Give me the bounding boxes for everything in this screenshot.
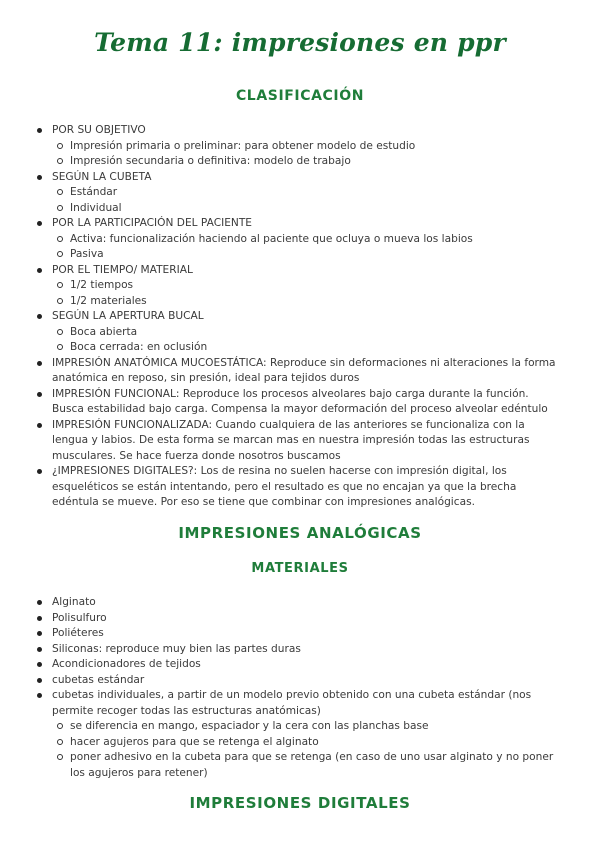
list-item — [52, 626, 562, 642]
sub-list — [70, 325, 562, 356]
section-heading-digitales: IMPRESIONES DIGITALES — [189, 794, 411, 812]
list-item — [52, 673, 562, 689]
list-item — [52, 611, 562, 627]
sub-list — [70, 232, 562, 263]
materiales-list — [52, 595, 562, 781]
list-item — [52, 464, 562, 511]
sub-list — [70, 719, 562, 781]
list-item — [52, 263, 562, 310]
list-item — [52, 356, 562, 387]
list-item — [52, 216, 562, 263]
sub-list-item: se diferencia en mango, espaciador y la cera con las planchas base — [70, 719, 562, 735]
list-item-text: SEGÚN LA APERTURA BUCAL — [52, 310, 204, 322]
sub-list-item: Boca cerrada: en oclusión — [70, 340, 562, 356]
list-item — [52, 418, 562, 465]
list-item-text: Poliéteres — [52, 627, 104, 639]
list-item-text: Polisulfuro — [52, 611, 107, 624]
list-item-text: cubetas estándar — [52, 673, 145, 686]
list-item-text: POR SU OBJETIVO — [52, 124, 146, 136]
list-item-text: cubetas individuales, a partir de un modelo previo obtenido con una cubeta estándar (nos permite recoger todas las estructuras anatómicas) — [52, 689, 532, 717]
list-item — [52, 657, 562, 673]
clasificacion-list — [52, 123, 562, 511]
page-title: Tema 11: impresiones en ppr — [94, 28, 506, 57]
list-item — [52, 387, 562, 418]
list-item-text: IMPRESIÓN FUNCIONAL: Reproduce los procesos alveolares bajo carga durante la función. Busca estabilidad bajo carga. Compensa la mayor deformación del proceso alveolar edéntulo — [52, 387, 548, 415]
subsection-heading-materiales: MATERIALES — [251, 561, 349, 576]
list-item — [52, 688, 562, 781]
sub-list-item: Individual — [70, 201, 562, 217]
section-heading-analogicas: IMPRESIONES ANALÓGICAS — [178, 524, 422, 542]
list-item-text: Acondicionadores de tejidos — [52, 658, 201, 670]
sub-list-item: Activa: funcionalización haciendo al paciente que ocluya o mueva los labios — [70, 232, 562, 248]
sub-list — [70, 278, 562, 309]
sub-list-item: 1/2 materiales — [70, 294, 562, 310]
list-item-text: POR EL TIEMPO/ MATERIAL — [52, 263, 193, 276]
list-item-text: Siliconas: reproduce muy bien las partes duras — [52, 642, 301, 655]
list-item — [52, 123, 562, 170]
sub-list — [70, 139, 562, 170]
section-heading-clasificacion: CLASIFICACIÓN — [235, 88, 365, 104]
list-item-text: POR LA PARTICIPACIÓN DEL PACIENTE — [52, 217, 252, 229]
sub-list-item: Impresión secundaria o definitiva: modelo de trabajo — [70, 154, 562, 170]
sub-list-item: Pasiva — [70, 247, 562, 263]
list-item-text: IMPRESIÓN ANATÓMICA MUCOESTÁTICA: Reproduce sin deformaciones ni alteraciones la forma anatómica en reposo, sin presión, ideal para tejidos duros — [52, 356, 556, 384]
sub-list-item: Impresión primaria o preliminar: para obtener modelo de estudio — [70, 139, 562, 155]
list-item-text: SEGÚN LA CUBETA — [52, 170, 152, 183]
sub-list-item: Boca abierta — [70, 325, 562, 341]
list-item — [52, 642, 562, 658]
list-item-text: Alginato — [52, 596, 96, 608]
sub-list-item: poner adhesivo en la cubeta para que se retenga (en caso de uno usar alginato y no poner los agujeros para retener) — [70, 750, 562, 781]
list-item — [52, 595, 562, 611]
sub-list-item: hacer agujeros para que se retenga el alginato — [70, 735, 562, 751]
list-item-text: ¿IMPRESIONES DIGITALES?: Los de resina no suelen hacerse con impresión digital, los esqueléticos se están intentando, pero el resultado es que no encajan ya que la brecha edéntula se mueve. Por eso se tiene que combinar con impresiones analógicas. — [52, 465, 517, 508]
list-item-text: IMPRESIÓN FUNCIONALIZADA: Cuando cualquiera de las anteriores se funcionaliza con la lengua y labios. De esta forma se marcan mas en nuestra impresión todas las estructuras musculares. Se hace fuerza donde nosotros buscamos — [52, 418, 530, 462]
list-item — [52, 309, 562, 356]
sub-list-item: 1/2 tiempos — [70, 278, 562, 294]
sub-list — [70, 185, 562, 216]
list-item — [52, 170, 562, 217]
sub-list-item: Estándar — [70, 185, 562, 201]
